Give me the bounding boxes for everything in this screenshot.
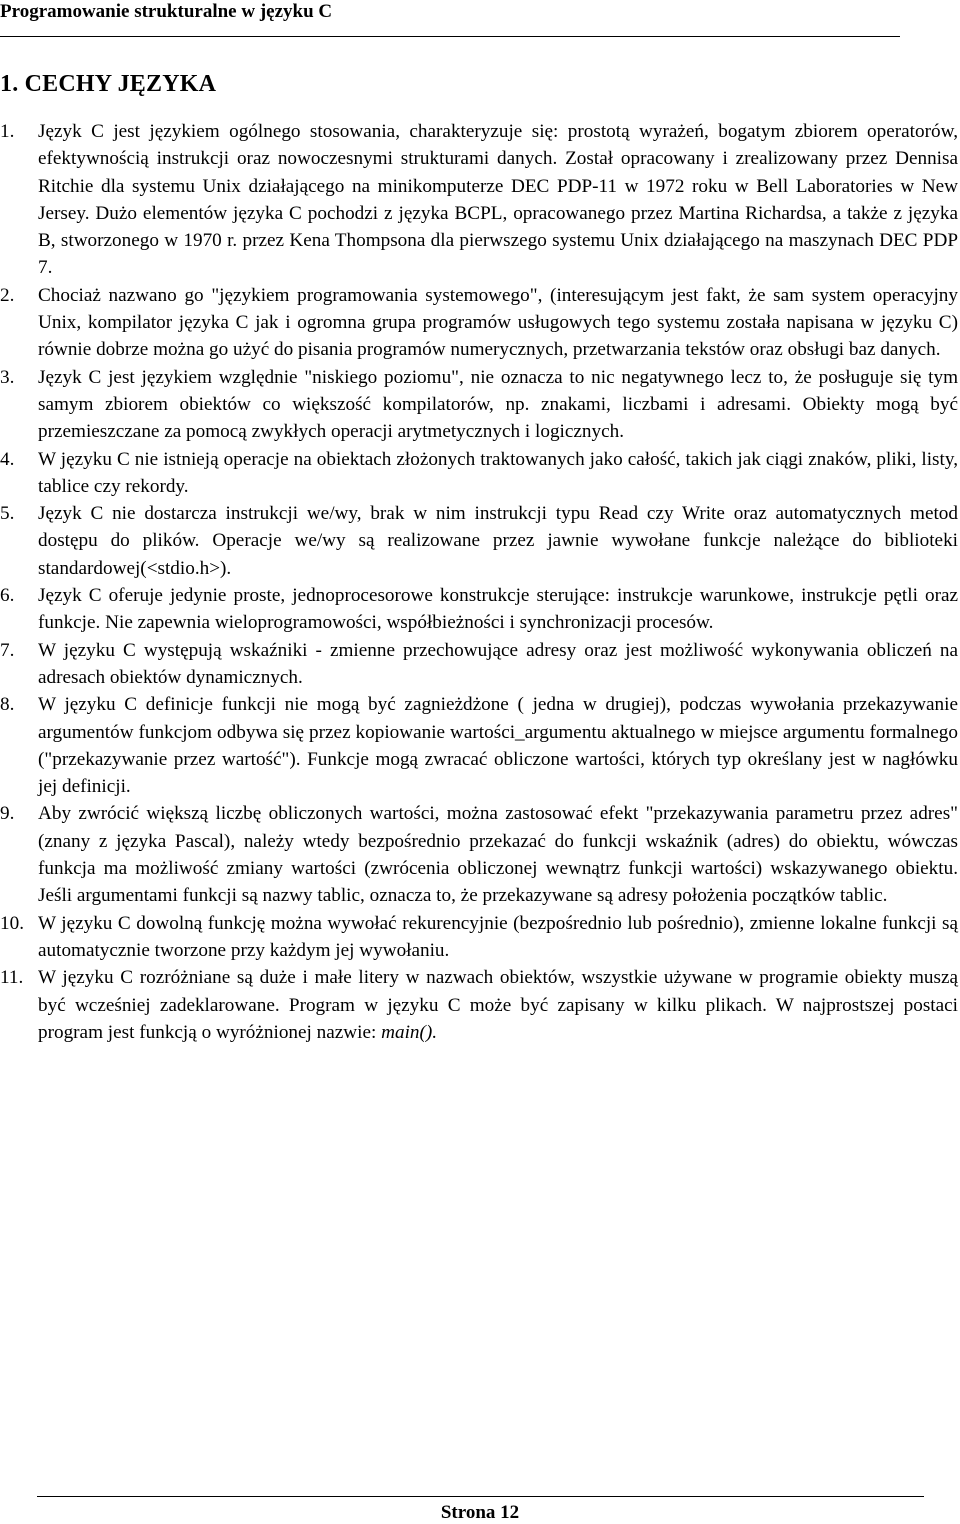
features-list (0, 118, 958, 1046)
item-text (38, 964, 958, 1046)
page-number: Strona 12 (440, 1502, 520, 1523)
list-item (0, 691, 958, 800)
item-number: 3. (0, 366, 15, 388)
list-item (0, 282, 958, 364)
item-number: 9. (0, 803, 15, 825)
item-text: Język C nie dostarcza instrukcji we/wy, brak w nim instrukcji typu Read czy Write oraz automatycznych metod dostępu do plików. Operacje we/wy są realizowane przez jawnie wywołane funkcje należące do biblioteki standardowej(<stdio.h>). (38, 503, 958, 579)
item-number: 1. (0, 121, 15, 142)
item-text: Aby zwrócić większą liczbę obliczonych wartości, można zastosować efekt "przekazywania parametru przez adres" (znany z języka Pascal), należy wtedy bezpośrednio przekazać do funkcji wskaźnik (adres) do obiektu, wówczas funkcja ma możliwość zmiany wartości (zwrócenia obliczonej wewnątrz funkcji wartości) wskazywanego obiektu. Jeśli argumentami funkcji są nazwy tablic, oznacza to, że przekazywane są adresy położenia początków tablic. (38, 803, 958, 907)
item-text: W języku C definicje funkcji nie mogą być zagnieżdżone ( jedna w drugiej), podczas wywołania przekazywanie argumentów funkcjom odbywa się przez kopiowanie wartości_argumentu aktualnego w miejsce argumentu formalnego ("przekazywanie przez wartość"). Funkcje mogą zwracać obliczone wartości, których typ określany jest w nagłówku jej definicji. (38, 694, 958, 798)
list-item (0, 910, 958, 965)
section-title: 1. CECHY JĘZYKA (0, 71, 217, 97)
list-item (0, 582, 958, 637)
item-text: Język C oferuje jedynie proste, jednoprocesorowe konstrukcje sterujące: instrukcje warunkowe, instrukcje pętli oraz funkcje. Nie zapewnia wieloprogramowości, współbieżności i synchronizacji procesów. (38, 585, 958, 634)
item-number: 4. (0, 448, 15, 470)
list-item (0, 637, 958, 692)
list-item (0, 118, 958, 282)
list-item (0, 446, 958, 501)
item-text: Język C jest językiem względnie "niskiego poziomu", nie oznacza to nic negatywnego lecz to, że posługuje się tym samym zbiorem obiektów co większość kompilatorów, np. znakami, liczbami i adresami. Obiekty mogą być przemieszczane za pomocą zwykłych operacji arytmetycznych i logicznych. (38, 366, 958, 443)
list-item (0, 500, 958, 582)
item-number: 10. (0, 912, 24, 934)
page-header (0, 0, 900, 37)
item-number: 11. (0, 967, 24, 989)
item-text: Język C jest językiem ogólnego stosowania, charakteryzuje się: prostotą wyrażeń, bogatym zbiorem operatorów, efektywnością instrukcji oraz nowoczesnymi strukturami danych. Został opracowany i zrealizowany przez Dennisa Ritchie dla systemu Unix działającego na minikomputerze DEC PDP-11 w 1972 roku w Bell Laboratories w New Jersey. Dużo elementów języka C pochodzi z języka BCPL, opracowanego przez Martina Richardsa, a także z języka B, stworzonego w 1970 r. przez Kena Thompsona dla pierwszego systemu Unix działającego na maszynach DEC PDP 7. (38, 121, 958, 279)
function-name: main(). (381, 1021, 438, 1043)
item-number: 7. (0, 639, 15, 661)
item-number: 6. (0, 585, 15, 607)
list-item (0, 964, 958, 1046)
item-number: 2. (0, 284, 15, 306)
item-number: 5. (0, 503, 15, 525)
list-item (0, 364, 958, 446)
item-text: W języku C występują wskaźniki - zmienne przechowujące adresy oraz jest możliwość wykonywania obliczeń na adresach obiektów dynamicznych. (38, 639, 958, 688)
item-text: W języku C nie istnieją operacje na obiektach złożonych traktowanych jako całość, takich jak ciągi znaków, pliki, listy, tablice czy rekordy. (38, 448, 958, 497)
item-text-main: W języku C rozróżniane są duże i małe litery w nazwach obiektów, wszystkie używane w programie obiekty muszą być wcześniej zadeklarowane. Program w języku C może być zapisany w kilku plikach. W najprostszej postaci program jest funkcją o wyróżnionej nazwie: (38, 967, 958, 1043)
header-title: Programowanie strukturalne w języku C (0, 1, 333, 22)
item-number: 8. (0, 694, 15, 716)
item-text: W języku C dowolną funkcję można wywołać rekurencyjnie (bezpośrednio lub pośrednio), zmienne lokalne funkcji są automatycznie tworzone przy każdym jej wywołaniu. (38, 912, 958, 961)
footer-divider (37, 1496, 924, 1497)
list-item (0, 800, 958, 909)
item-text: Chociaż nazwano go "językiem programowania systemowego", (interesującym jest fakt, że sam system operacyjny Unix, kompilator języka C jak i ogromna grupa programów usługowych tego systemu została napisana w języku C) równie dobrze można go użyć do pisania programów numerycznych, przetwarzania tekstów oraz obsługi baz danych. (38, 284, 958, 361)
